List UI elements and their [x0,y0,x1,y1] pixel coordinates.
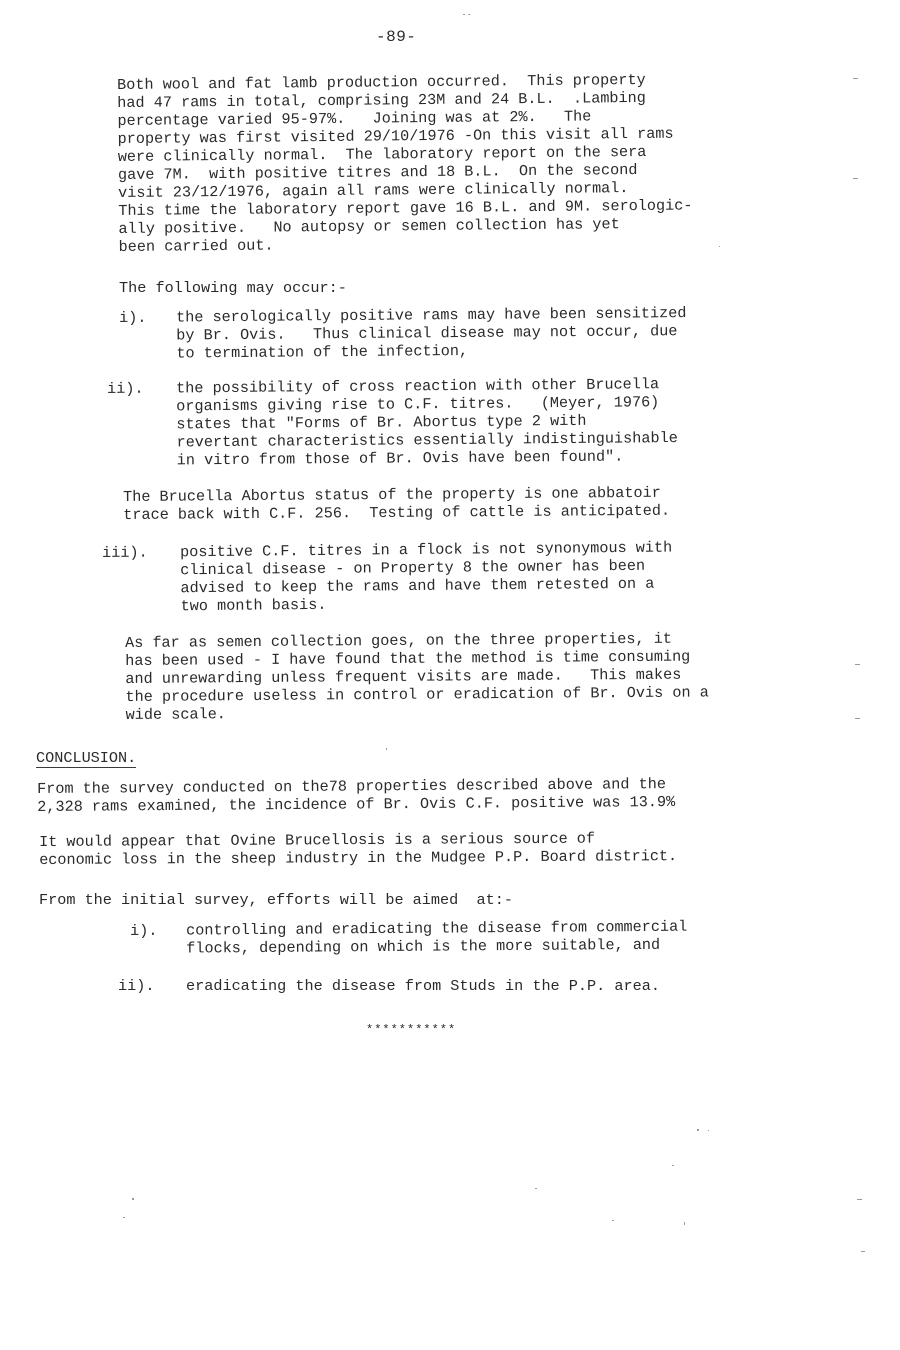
paragraph-semen-collection: As far as semen collection goes, on the three properties, it has been used - I have found that the method is time consuming and unrewarding unless frequent visits are made. This makes the procedure useless in control or eradication of Br. Ovis on a wide scale. [125,629,709,724]
margin-mark [853,78,858,79]
paragraph-brucella-status: The Brucella Abortus status of the property is one abbatoir trace back with C.F. 256. Testing of cattle is anticipated. [123,483,671,524]
list-marker: iii). [102,543,148,562]
list-item-i [119,304,687,381]
paragraph-efforts-intro: From the initial survey, efforts will be aimed at:- [39,891,513,909]
scan-speck [697,1129,699,1131]
scan-speck [463,14,465,15]
scan-speck [386,748,387,750]
scan-speck [123,1217,125,1218]
margin-mark [853,178,858,179]
margin-mark [855,664,860,665]
paragraph-economic-loss: It would appear that Ovine Brucellosis is a serious source of economic loss in the sheep industry in the Mudgee P.P. Board district. [39,829,678,869]
margin-mark [855,718,860,719]
list-marker: i). [119,308,147,327]
page-number: -89- [376,28,417,46]
list-marker: ii). [107,379,144,398]
aim-item-ii [118,977,660,1049]
scan-speck [535,1188,537,1189]
list-item-iii [102,538,673,616]
margin-mark [861,1251,865,1252]
scan-speck [684,1222,685,1225]
list-item-text: the possibility of cross reaction with other Brucella organisms giving rise to C.F. titres. (Meyer, 1976) states that "Forms of Br. Abortus type 2 with revertant characteristics essentially indistinguishable in vitro from those of Br. Ovis have been found". [175,375,678,470]
list-item-ii [107,375,678,470]
section-heading-conclusion: CONCLUSION. [36,749,137,767]
scan-speck [719,246,720,247]
paragraph-survey-results: From the survey conducted on the78 properties described above and the 2,328 rams examined, the incidence of Br. Ovis C.F. positive was 13.9% [37,775,676,816]
list-item-text: positive C.F. titres in a flock is not synonymous with clinical disease - on Property 8 the owner has been advised to keep the rams and have them retested on a two month basis. [179,538,673,616]
list-item-text: the serologically positive rams may have been sensitized by Br. Ovis. Thus clinical disease may not occur, due to termination of the infection, [175,304,687,363]
list-item-text: eradicating the disease from Studs in the P.P. area. [186,977,660,995]
margin-mark [857,1199,862,1200]
scan-speck [672,1165,674,1166]
list-item-text: controlling and eradicating the disease from commercial flocks, depending on which is the more suitable, and [185,917,688,958]
paragraph-property-details: Both wool and fat lamb production occurred. This property had 47 rams in total, comprising 23M and 24 B.L. .Lambing percentage varied 95-97%. Joining was at 2%. The property was first visited 29/10/1976 -On this visit all rams were clinically normal. The laboratory report on the sera gave 7M. with positive titres and 18 B.L. On the second visit 23/12/1976, again all rams were clinically normal. This time the laboratory report gave 16 B.L. and 9M. serologic- ally positive. No autopsy or semen collection has yet been carried out. [117,70,693,256]
scan-speck [468,14,470,15]
scan-speck [708,1130,709,1131]
list-marker: i). [130,921,158,940]
list-intro: The following may occur:- [119,279,347,297]
list-marker: ii). [118,977,155,995]
scan-speck [132,1198,134,1200]
scan-speck [612,1220,614,1221]
end-of-section-mark: *********** [366,1023,457,1037]
